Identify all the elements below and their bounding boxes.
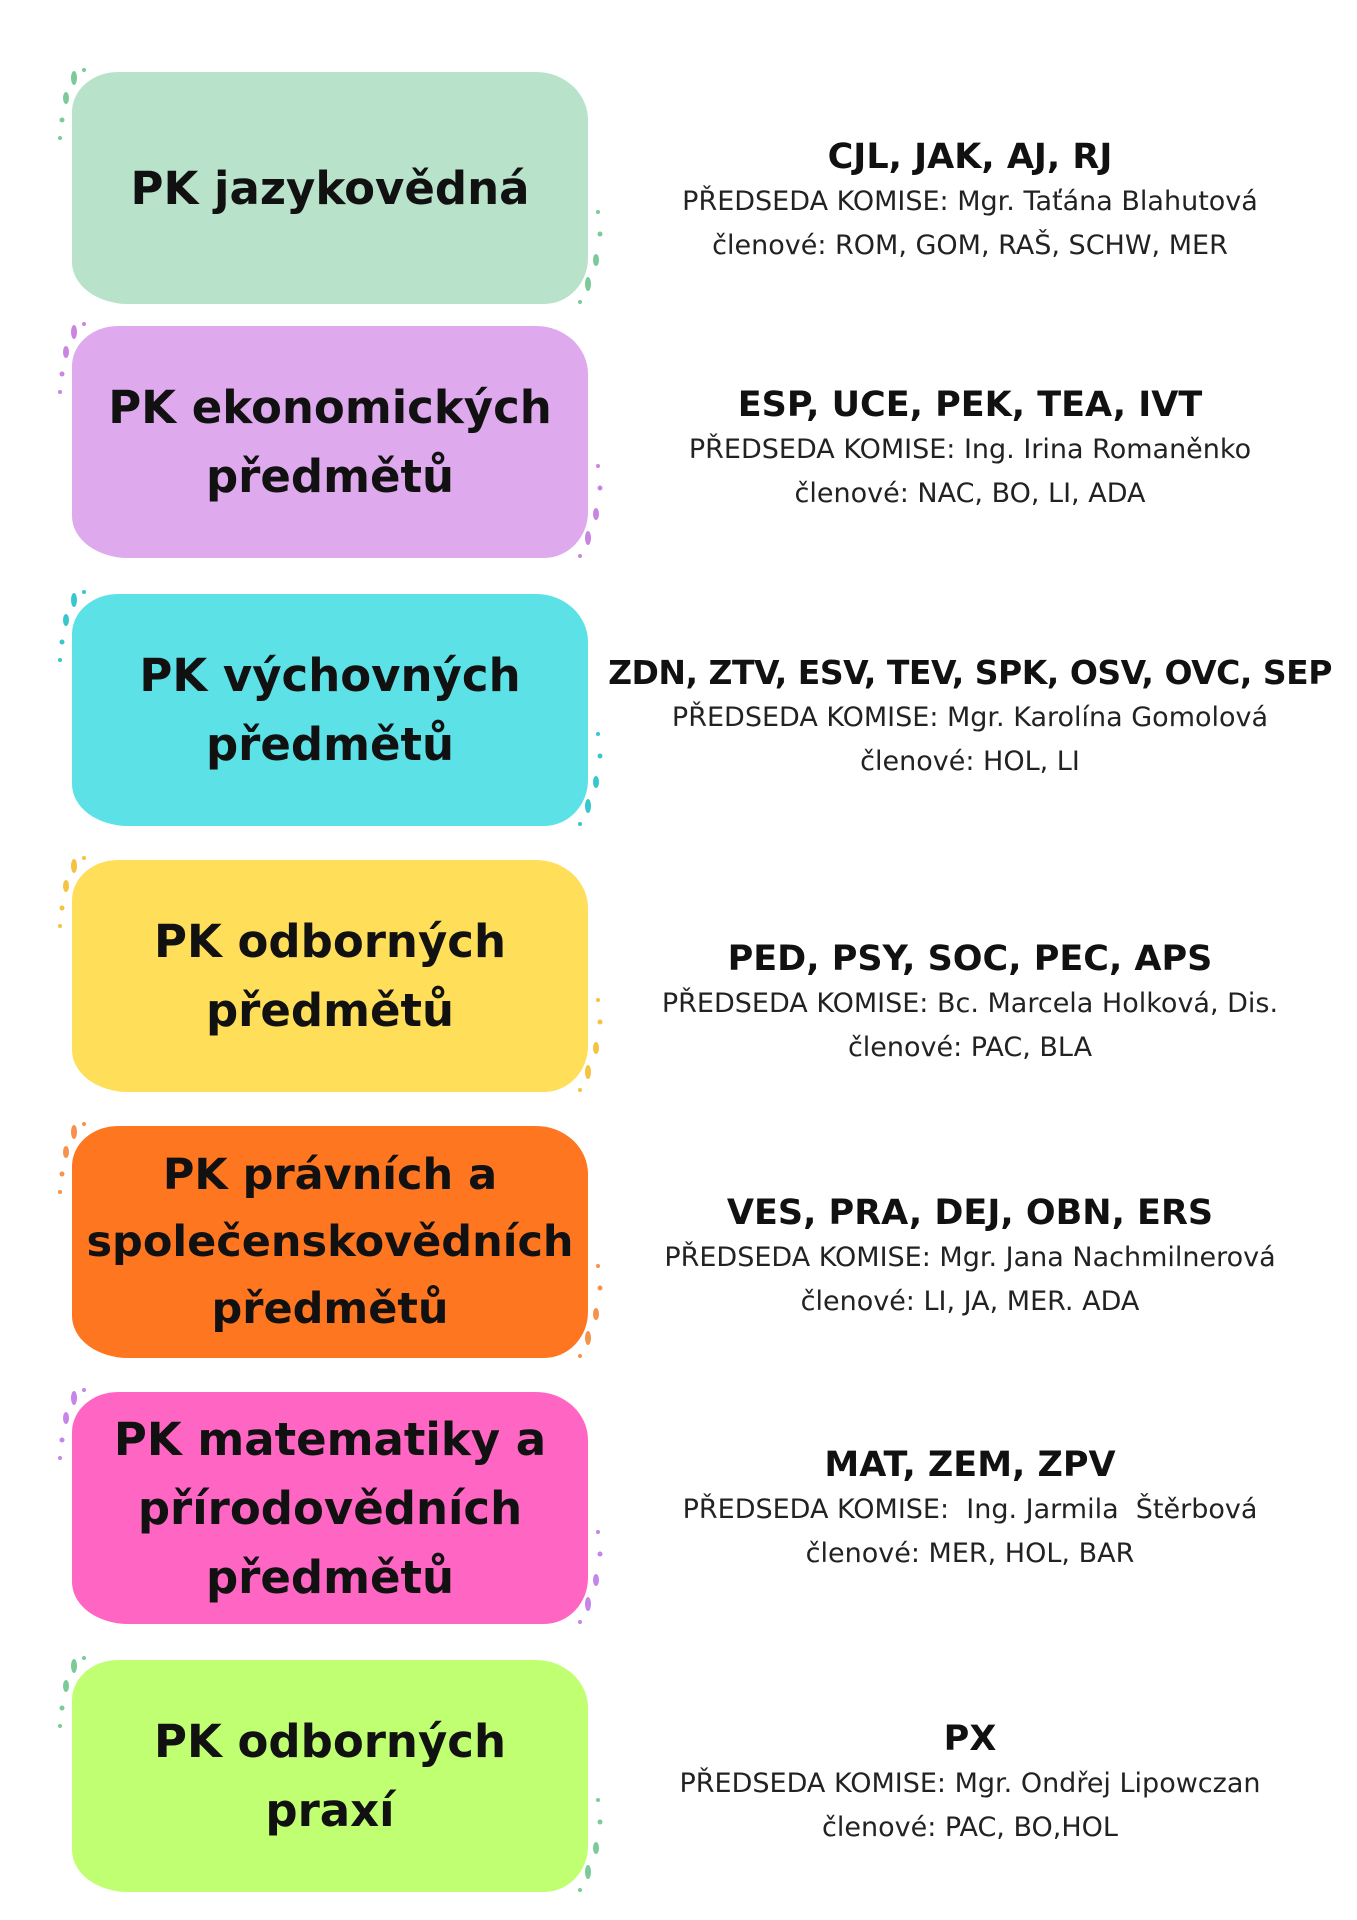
committee-members: členové: LI, JA, MER. ADA [800, 1286, 1140, 1317]
committee-members: členové: NAC, BO, LI, ADA [794, 478, 1146, 509]
committee-card-5 [72, 1126, 588, 1358]
committee-card-3 [72, 594, 588, 826]
committee-info-6 [600, 1442, 1340, 1576]
committee-title: PK právních a společenskovědních předmětů [86, 1149, 574, 1334]
subject-codes: CJL, JAK, AJ, RJ [827, 137, 1113, 177]
subject-codes: MAT, ZEM, ZPV [824, 1445, 1116, 1485]
subject-codes: PED, PSY, SOC, PEC, APS [727, 939, 1213, 979]
committee-title: PK jazykovědná [130, 161, 530, 215]
committee-info-3 [600, 650, 1340, 784]
committee-title: PK výchovných předmětů [139, 649, 521, 771]
committee-chair: PŘEDSEDA KOMISE: Mgr. Karolína Gomolová [671, 702, 1269, 733]
committee-members: členové: HOL, LI [860, 746, 1080, 777]
committee-row-3 [0, 586, 1357, 836]
committee-info-5 [600, 1190, 1340, 1324]
subject-codes: PX [943, 1719, 997, 1759]
committee-info-1 [600, 134, 1340, 268]
committee-chair: PŘEDSEDA KOMISE: Bc. Marcela Holková, Dis. [661, 988, 1279, 1019]
committee-card-4 [72, 860, 588, 1092]
subject-codes: ZDN, ZTV, ESV, TEV, SPK, OSV, OVC, SEP [608, 653, 1332, 692]
committee-title: PK odborných praxí [153, 1715, 507, 1837]
committee-card-2 [72, 326, 588, 558]
committee-chair: PŘEDSEDA KOMISE: Mgr. Taťána Blahutová [682, 186, 1258, 217]
committee-row-7 [0, 1652, 1357, 1902]
committee-row-1 [0, 64, 1357, 314]
committee-members: členové: PAC, BLA [847, 1032, 1093, 1063]
committee-row-6 [0, 1384, 1357, 1634]
committee-chair: PŘEDSEDA KOMISE: Ing. Irina Romaněnko [688, 434, 1252, 465]
committee-card-1 [72, 72, 588, 304]
committee-chair: PŘEDSEDA KOMISE: Ing. Jarmila Štěrbová [682, 1494, 1258, 1525]
committee-row-5 [0, 1118, 1357, 1368]
committee-info-4 [600, 936, 1340, 1070]
committee-title: PK matematiky a přírodovědních předmětů [113, 1412, 547, 1604]
committee-chair: PŘEDSEDA KOMISE: Mgr. Jana Nachmilnerová [664, 1242, 1276, 1273]
committee-info-2 [600, 382, 1340, 516]
committee-members: členové: ROM, GOM, RAŠ, SCHW, MER [712, 230, 1228, 261]
committee-row-4 [0, 852, 1357, 1102]
subject-codes: VES, PRA, DEJ, OBN, ERS [726, 1193, 1214, 1233]
committee-title: PK ekonomických předmětů [108, 381, 552, 503]
committee-info-7 [600, 1716, 1340, 1850]
committee-members: členové: MER, HOL, BAR [805, 1538, 1135, 1569]
committee-card-7 [72, 1660, 588, 1892]
committee-chair: PŘEDSEDA KOMISE: Mgr. Ondřej Lipowczan [679, 1768, 1261, 1799]
committee-row-2 [0, 318, 1357, 568]
committee-card-6 [72, 1392, 588, 1624]
subject-codes: ESP, UCE, PEK, TEA, IVT [737, 385, 1203, 425]
committee-title: PK odborných předmětů [153, 915, 507, 1037]
committee-members: členové: PAC, BO,HOL [822, 1812, 1118, 1843]
